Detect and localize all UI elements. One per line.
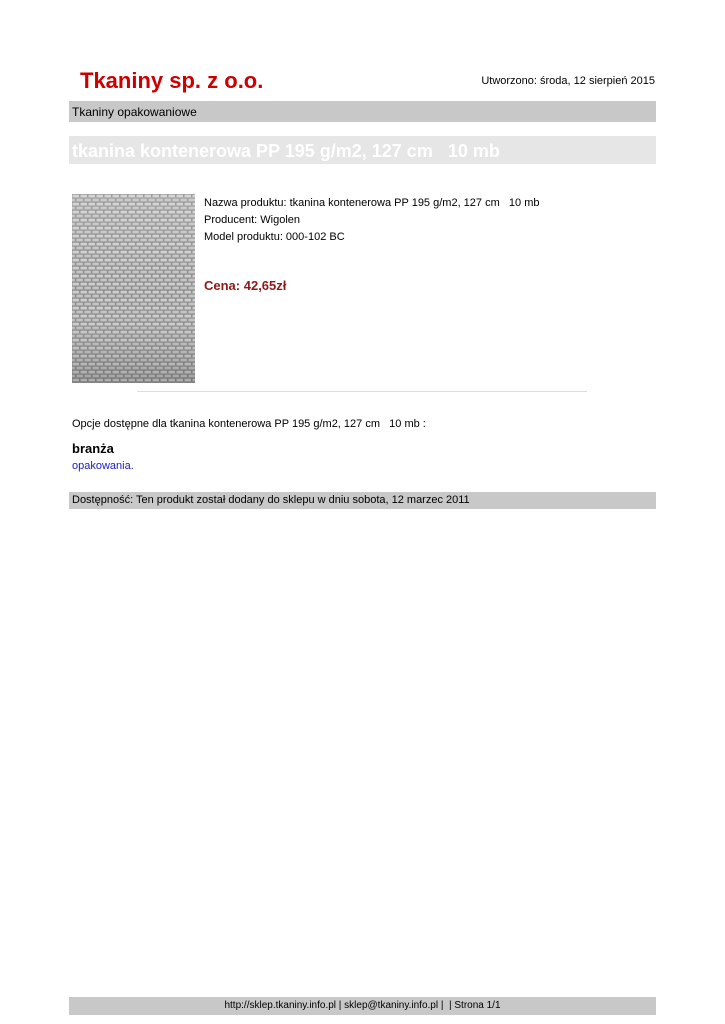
option-heading: branża <box>72 441 114 456</box>
created-date: Utworzono: środa, 12 sierpień 2015 <box>481 75 655 87</box>
options-intro: Opcje dostępne dla tkanina kontenerowa PP 195 g/m2, 127 cm 10 mb : <box>72 418 426 430</box>
fabric-texture-photo <box>72 194 195 383</box>
availability-text: Dostępność: Ten produkt został dodany do sklepu w dniu sobota, 12 marzec 2011 <box>72 494 470 506</box>
category-bar <box>69 101 656 122</box>
section-divider <box>137 391 587 392</box>
footer-text: http://sklep.tkaniny.info.pl | sklep@tkaniny.info.pl | | Strona 1/1 <box>224 1000 501 1011</box>
option-value-link[interactable]: opakowania. <box>72 460 134 472</box>
product-image <box>72 194 195 383</box>
product-producer-line: Producent: Wigolen <box>204 214 300 226</box>
product-price: Cena: 42,65zł <box>204 278 287 293</box>
availability-bar <box>69 492 656 509</box>
product-title-bar <box>69 136 656 164</box>
product-name-line: Nazwa produktu: tkanina kontenerowa PP 195 g/m2, 127 cm 10 mb <box>204 197 540 209</box>
category-label: Tkaniny opakowaniowe <box>72 105 197 119</box>
product-model-line: Model produktu: 000-102 BC <box>204 231 345 243</box>
product-title: tkanina kontenerowa PP 195 g/m2, 127 cm 10 mb <box>72 141 500 161</box>
footer-bar <box>69 997 656 1015</box>
company-name: Tkaniny sp. z o.o. <box>80 68 264 93</box>
